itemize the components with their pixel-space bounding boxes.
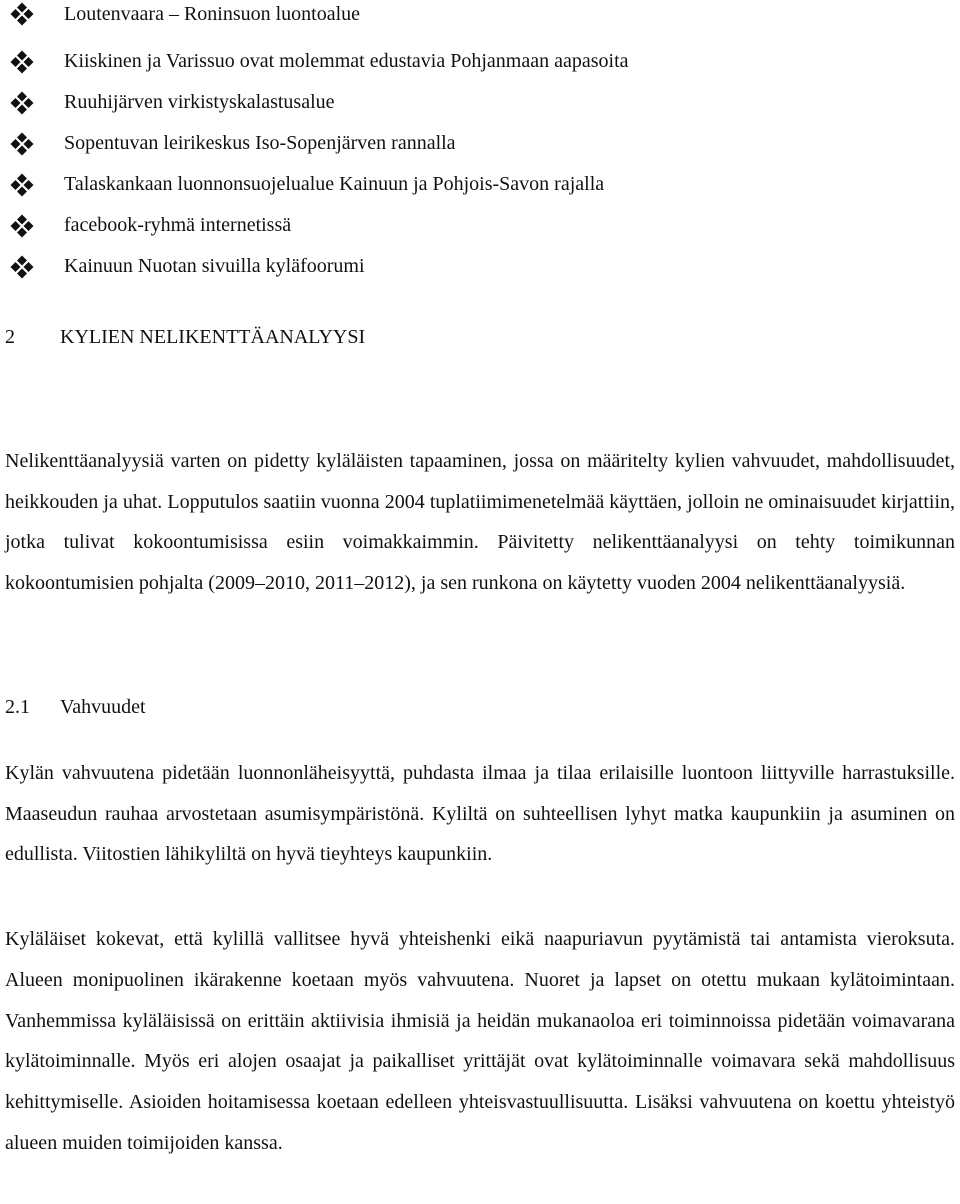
list-item bbox=[10, 164, 629, 205]
list-item-text: Sopentuvan leirikeskus Iso-Sopenjärven rannalla bbox=[64, 132, 456, 154]
list-item-text: Talaskankaan luonnonsuojelualue Kainuun ja Pohjois-Savon rajalla bbox=[64, 173, 605, 195]
section-heading bbox=[5, 326, 365, 349]
subsection-paragraph-1: Kylän vahvuutena pidetään luonnonläheisyyttä, puhdasta ilmaa ja tilaa erilaisille luontoon liittyville harrastuksille. Maaseudun rauhaa arvostetaan asumisympäristönä. Kyliltä on suhteellisen lyhyt matka kaupunkiin ja asuminen on edullista. Viitostien lähikyliltä on hyvä tieyhteys kaupunkiin. bbox=[5, 762, 955, 865]
bullet-list bbox=[10, 0, 629, 287]
list-item bbox=[10, 41, 629, 82]
list-item-text: Kiiskinen ja Varissuo ovat molemmat edustavia Pohjanmaan aapasoita bbox=[64, 50, 629, 72]
list-item bbox=[10, 82, 629, 123]
four-diamond-bullet-icon bbox=[10, 255, 34, 279]
section-paragraph: Nelikenttäanalyysiä varten on pidetty kyläläisten tapaaminen, jossa on määritelty kylien vahvuudet, mahdollisuudet, heikkouden ja uhat. Lopputulos saatiin vuonna 2004 tuplatiimimenetelmää käyttäen, jolloin ne ominaisuudet kirjattiin, jotka tulivat kokoontumisissa esiin voimakkaimmin. Päivitetty nelikenttäanalyysi on tehty toimikunnan kokoontumisien pohjalta (2009–2010, 2011–2012), ja sen runkona on käytetty vuoden 2004 nelikenttäanalyysiä. bbox=[5, 450, 955, 594]
subsection-paragraph-2: Kyläläiset kokevat, että kylillä vallitsee hyvä yhteishenki eikä naapuriavun pyytämistä tai antamista vieroksuta. Alueen monipuolinen ikärakenne koetaan myös vahvuutena. Nuoret ja lapset on otettu mukaan kylätoimintaan. Vanhemmissa kyläläisissä on erittäin aktiivisia ihmisiä ja heidän mukanaoloa eri toiminnoissa pidetään voimavarana kylätoiminnalle. Myös eri alojen osaajat ja paikalliset yrittäjät ovat kylätoiminnalle voimavara sekä mahdollisuus kehittymiselle. Asioiden hoitamisessa koetaan edelleen yhteisvastuullisuutta. Lisäksi vahvuutena on koettu yhteistyö alueen muiden toimijoiden kanssa. bbox=[5, 928, 955, 1154]
section-number: 2 bbox=[5, 326, 15, 348]
list-item bbox=[10, 0, 629, 28]
four-diamond-bullet-icon bbox=[10, 132, 34, 156]
four-diamond-bullet-icon bbox=[10, 173, 34, 197]
four-diamond-bullet-icon bbox=[10, 91, 34, 115]
list-item bbox=[10, 123, 629, 164]
four-diamond-bullet-icon bbox=[10, 50, 34, 74]
list-item bbox=[10, 205, 629, 246]
list-item bbox=[10, 246, 629, 287]
list-item-text: facebook-ryhmä internetissä bbox=[64, 214, 292, 236]
four-diamond-bullet-icon bbox=[10, 214, 34, 238]
list-item-text: Kainuun Nuotan sivuilla kyläfoorumi bbox=[64, 255, 365, 277]
subsection-title: Vahvuudet bbox=[60, 696, 146, 718]
list-item-text: Loutenvaara – Roninsuon luontoalue bbox=[64, 2, 361, 25]
four-diamond-bullet-icon bbox=[10, 2, 34, 26]
subsection-number: 2.1 bbox=[5, 696, 30, 718]
section-title: KYLIEN NELIKENTTÄANALYYSI bbox=[60, 326, 366, 348]
list-item-text: Ruuhijärven virkistyskalastusalue bbox=[64, 91, 335, 113]
subsection-heading bbox=[5, 696, 146, 719]
